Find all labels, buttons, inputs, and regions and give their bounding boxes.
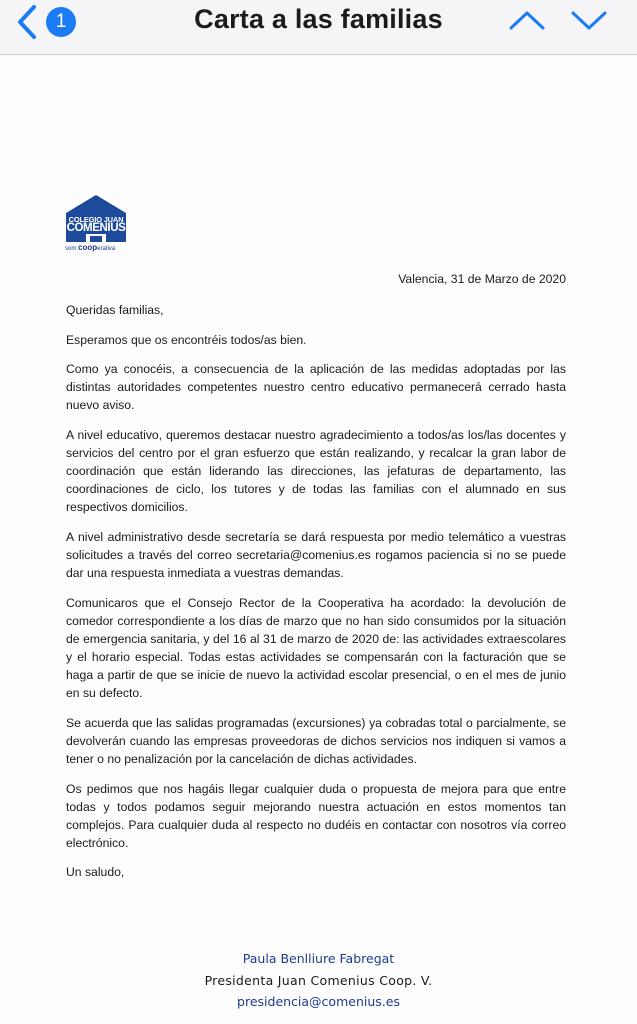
chevron-down-icon (570, 6, 608, 34)
navigation-bar (0, 0, 637, 55)
chevron-left-icon (16, 4, 38, 40)
next-message-button[interactable] (570, 6, 610, 36)
signature-name: Paula Benlliure Fabregat (242, 951, 395, 966)
signature-block (0, 948, 637, 1013)
letter-paragraph: A nivel administrativo desde secretaría se dará respuesta por medio telemático a vuestras solicitudes a través del correo secretaria@comenius.es rogamos paciencia si no se puede dar una respuesta inmediata a vuestras demandas. (66, 529, 566, 581)
back-button[interactable] (14, 2, 84, 42)
logo-line2: COMENIUS (66, 222, 126, 234)
school-logo (64, 194, 130, 260)
letter-paragraph: Os pedimos que nos hagáis llegar cualquier duda o propuesta de mejora para que entre todas y todos podamos seguir mejorando nuestra actuación en estos momentos tan complejos. Para cualquier duda al respecto no dudéis en contactar con nosotros vía correo electrónico. (66, 781, 566, 850)
previous-message-button[interactable] (508, 6, 548, 36)
chevron-up-icon (508, 6, 546, 34)
letter-paragraph: Se acuerda que las salidas programadas (excursiones) ya cobradas total o parcialmente, se devolverán cuando las empresas proveedoras de dichos servicios nos indiquen si vamos a tener o no penalización por la cancelación de dichas actividades. (66, 715, 566, 766)
closing: Un saludo, (66, 865, 125, 880)
letter-paragraph: Comunicaros que el Consejo Rector de la Cooperativa ha acordado: la devolución de comedor correspondiente a los días de marzo que no han sido consumidos por la situación de emergencia sanitaria, y del 16 al 31 de marzo de 2020 de: las actividades extraescolares y el horario especial. Todas estas actividades se compensarán con la facturación que se haga a partir de que se inicie de nuevo la actividad escolar presencial, o en el mes de junio en su defecto. (66, 595, 566, 701)
page-title: Carta a las familias (194, 4, 443, 34)
letter-date: Valencia, 31 de Marzo de 2020 (398, 272, 566, 286)
letter-paragraph: A nivel educativo, queremos destacar nuestro agradecimiento a todos/as los/las docentes y servicios del centro por el gran esfuerzo que están realizando, y recalcar la gran labor de coordinación que están liderando las direcciones, las jefaturas de departamento, las coordinaciones de ciclo, los tutores y de todas las familias con el alumnado en sus respectivos domicilios. (66, 427, 566, 515)
greeting: Queridas familias, (66, 303, 164, 317)
signature-role: Presidenta Juan Comenius Coop. V. (204, 972, 433, 988)
logo-subtitle: som cooperativa (65, 243, 116, 252)
letter-paragraph: Esperamos que os encontréis todos/as bien. (66, 332, 307, 347)
logo-line1: COLEGIO JUAN (68, 215, 124, 224)
letter-body (66, 301, 566, 893)
letter-paragraph: Como ya conocéis, a consecuencia de la aplicación de las medidas adoptadas por las distintas autoridades competentes nuestro centro educativo permanecerá cerrado hasta nuevo aviso. (66, 362, 566, 413)
signature-email-link[interactable]: presidencia@comenius.es (237, 994, 400, 1009)
unread-count-badge: 1 (46, 7, 76, 37)
letter-document (0, 56, 637, 1024)
